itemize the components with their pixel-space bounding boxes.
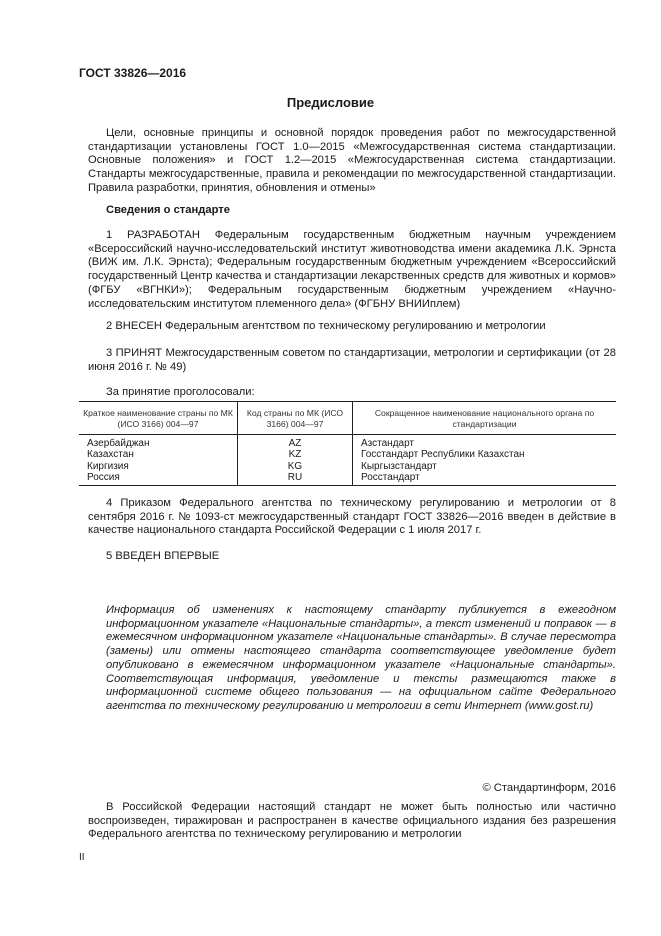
table-cell-country: Азербайджан (87, 438, 150, 449)
table-cell-code: KZ (238, 449, 353, 460)
table-header-country: Краткое наименование страны по МК (ИСО 3166) 004—97 (79, 402, 238, 435)
info-notice: Информация об изменениях к настоящему стандарту публикуется в ежегодном информационном указателе «Национальные стандарты», а текст изменений и поправок — в ежемесячном информационном указателе «Национальные стандарты». В случае пересмотра (замены) или отмены настоящего стандарта соответствующее уведомление будет опубликовано в ежемесячном информационном указателе «Национальные стандарты». Соответствующая информация, уведомление и тексты размещаются также в информационной системе общего пользования — на официальном сайте Федерального агентства по техническому регулированию и метрологии в сети Интернет (www.gost.ru) (106, 604, 616, 712)
intro-paragraph: Цели, основные принципы и основной порядок проведения работ по межгосударственной стандартизации установлены ГОСТ 1.0—2015 «Межгосударственная система стандартизации. Основные положения» и ГОСТ 1.2—2015 «Межгосударственная система стандартизации. Стандарты межгосударственные, правила и рекомендации по межгосударственной стандартизации. Правила разработки, принятия, обновления и отмены» (88, 127, 616, 194)
table-header-code: Код страны по МК (ИСО 3166) 004—97 (238, 402, 353, 435)
table-cell-code: RU (238, 472, 353, 485)
table-row (79, 472, 616, 485)
page-title: Предисловие (286, 95, 375, 110)
item-5: 5 ВВЕДЕН ВПЕРВЫЕ (106, 550, 220, 562)
table-cell-code: AZ (238, 435, 353, 450)
table-row (79, 461, 616, 472)
votes-table (79, 401, 616, 486)
table-header-body: Сокращенное наименование национального органа по стандартизации (353, 402, 617, 435)
item-2: 2 ВНЕСЕН Федеральным агентством по техническому регулированию и метрологии (106, 320, 546, 332)
page-number: II (79, 852, 85, 863)
item-4: 4 Приказом Федерального агентства по техническому регулированию и метрологии от 8 сентября 2016 г. № 1093-ст межгосударственный стандарт ГОСТ 33826—2016 введен в действие в качестве национального стандарта Российской Федерации с 1 июля 2017 г. (88, 497, 616, 537)
table-cell-body: Росстандарт (353, 472, 617, 485)
item-1: 1 РАЗРАБОТАН Федеральным государственным бюджетным научным учреждением «Всероссийский научно-исследовательский институт животноводства имени академика Л.К. Эрнста (ВИЖ им. Л.К. Эрнста); Федеральным государственным бюджетным учреждением «Всероссийский государственный Центр качества и стандартизации лекарственных средств для животных и кормов» (ФГБУ «ВГНКИ»); Федеральным государственным бюджетным учреждением «Научно-исследовательским институтом племенного дела» (ФГБНУ ВНИИплем) (88, 229, 616, 310)
subheading: Сведения о стандарте (106, 204, 230, 216)
table-cell-country: Киргизия (87, 460, 129, 472)
table-cell-body: Азстандарт (353, 435, 617, 450)
table-cell-country: Россия (79, 472, 238, 485)
table-row (79, 449, 616, 460)
table-cell-body: Кыргызстандарт (353, 461, 617, 472)
copyright: © Стандартинформ, 2016 (482, 782, 616, 794)
votes-label: За принятие проголосовали: (106, 386, 255, 398)
table-header-row (79, 402, 616, 435)
final-notice: В Российской Федерации настоящий стандарт не может быть полностью или частично воспроизведен, тиражирован и распространен в качестве официального издания без разрешения Федерального агентства по техническому регулированию и метрологии (88, 801, 616, 841)
table-row (79, 435, 616, 450)
item-3: 3 ПРИНЯТ Межгосударственным советом по стандартизации, метрологии и сертификации (от 28 июня 2016 г. № 49) (88, 347, 616, 373)
document-header: ГОСТ 33826—2016 (79, 66, 187, 80)
table-cell-code: KG (238, 461, 353, 472)
table-cell-body: Госстандарт Республики Казахстан (353, 449, 617, 460)
table-cell-country: Казахстан (87, 449, 134, 461)
